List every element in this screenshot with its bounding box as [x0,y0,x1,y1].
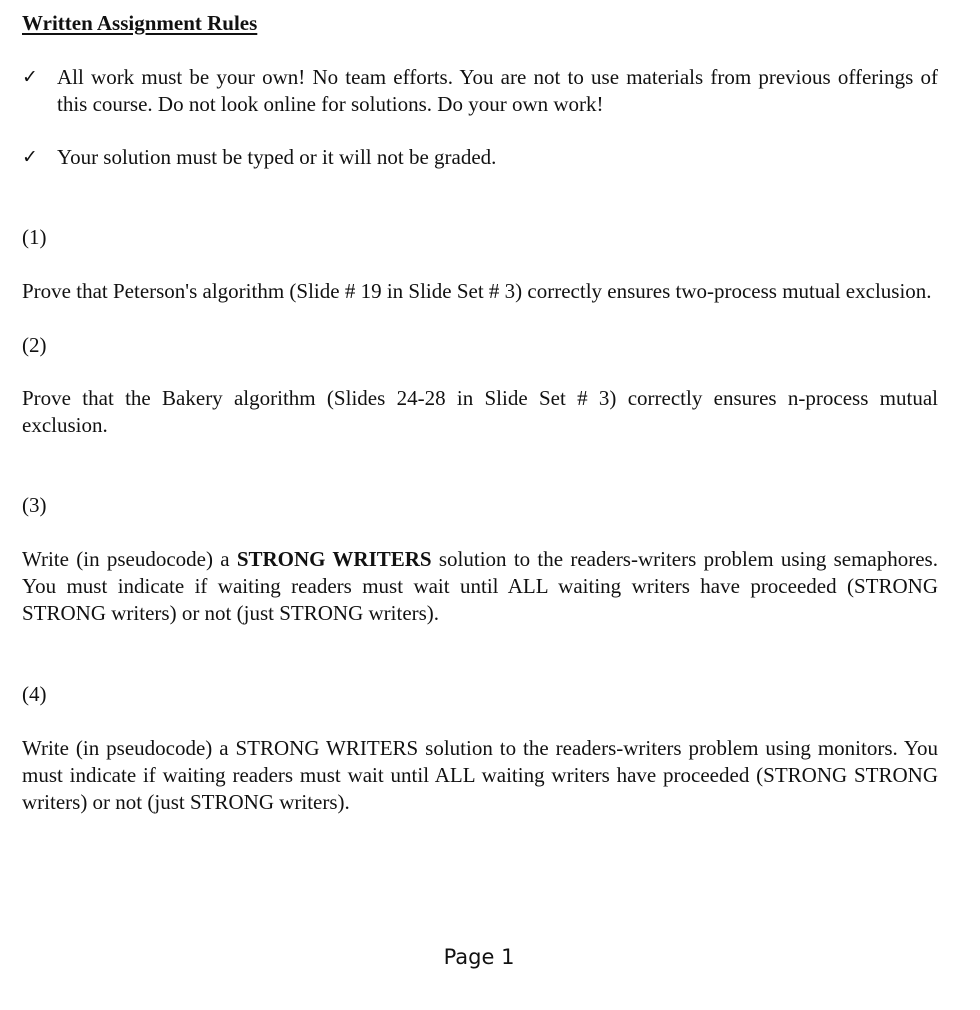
question-text: Write (in pseudocode) a STRONG WRITERS solution to the readers-writers problem using monitors. You must indicate if waiting readers must wait until ALL waiting writers have proceeded (STRONG STRONG writers) or not (just STRONG writers). [22,736,938,814]
question-4 [22,681,938,816]
checkmark-icon: ✓ [22,146,38,168]
rule-text: Your solution must be typed or it will not be graded. [57,145,497,169]
question-number: (1) [22,225,47,249]
page-title: Written Assignment Rules [22,11,258,35]
question-text-start: Write (in pseudocode) a [22,547,237,571]
question-text-end: solution to the readers-writers problem using semaphores. You must indicate if waiting readers must wait until ALL waiting writers have proceeded (STRONG STRONG writers) or not (just STRONG writers). [22,547,938,625]
rules-list [22,64,938,171]
question-number: (2) [22,333,47,357]
question-number: (3) [22,493,47,517]
checkmark-icon: ✓ [22,66,38,88]
question-3 [22,492,938,627]
document-page [22,10,938,816]
question-1 [22,224,938,305]
question-2 [22,332,938,439]
question-text: Prove that Peterson's algorithm (Slide # 19 in Slide Set # 3) correctly ensures two-process mutual exclusion. [22,279,932,303]
rule-text: All work must be your own! No team efforts. You are not to use materials from previous offerings of this course. Do not look online for solutions. Do your own work! [57,65,938,116]
page-number: Page 1 [443,945,515,969]
question-number: (4) [22,682,47,706]
question-text [22,546,938,627]
rule-item [22,64,938,118]
strong-writers-emphasis: STRONG WRITERS [236,547,432,571]
rule-item [22,144,938,171]
question-text: Prove that the Bakery algorithm (Slides 24-28 in Slide Set # 3) correctly ensures n-process mutual exclusion. [22,386,938,437]
